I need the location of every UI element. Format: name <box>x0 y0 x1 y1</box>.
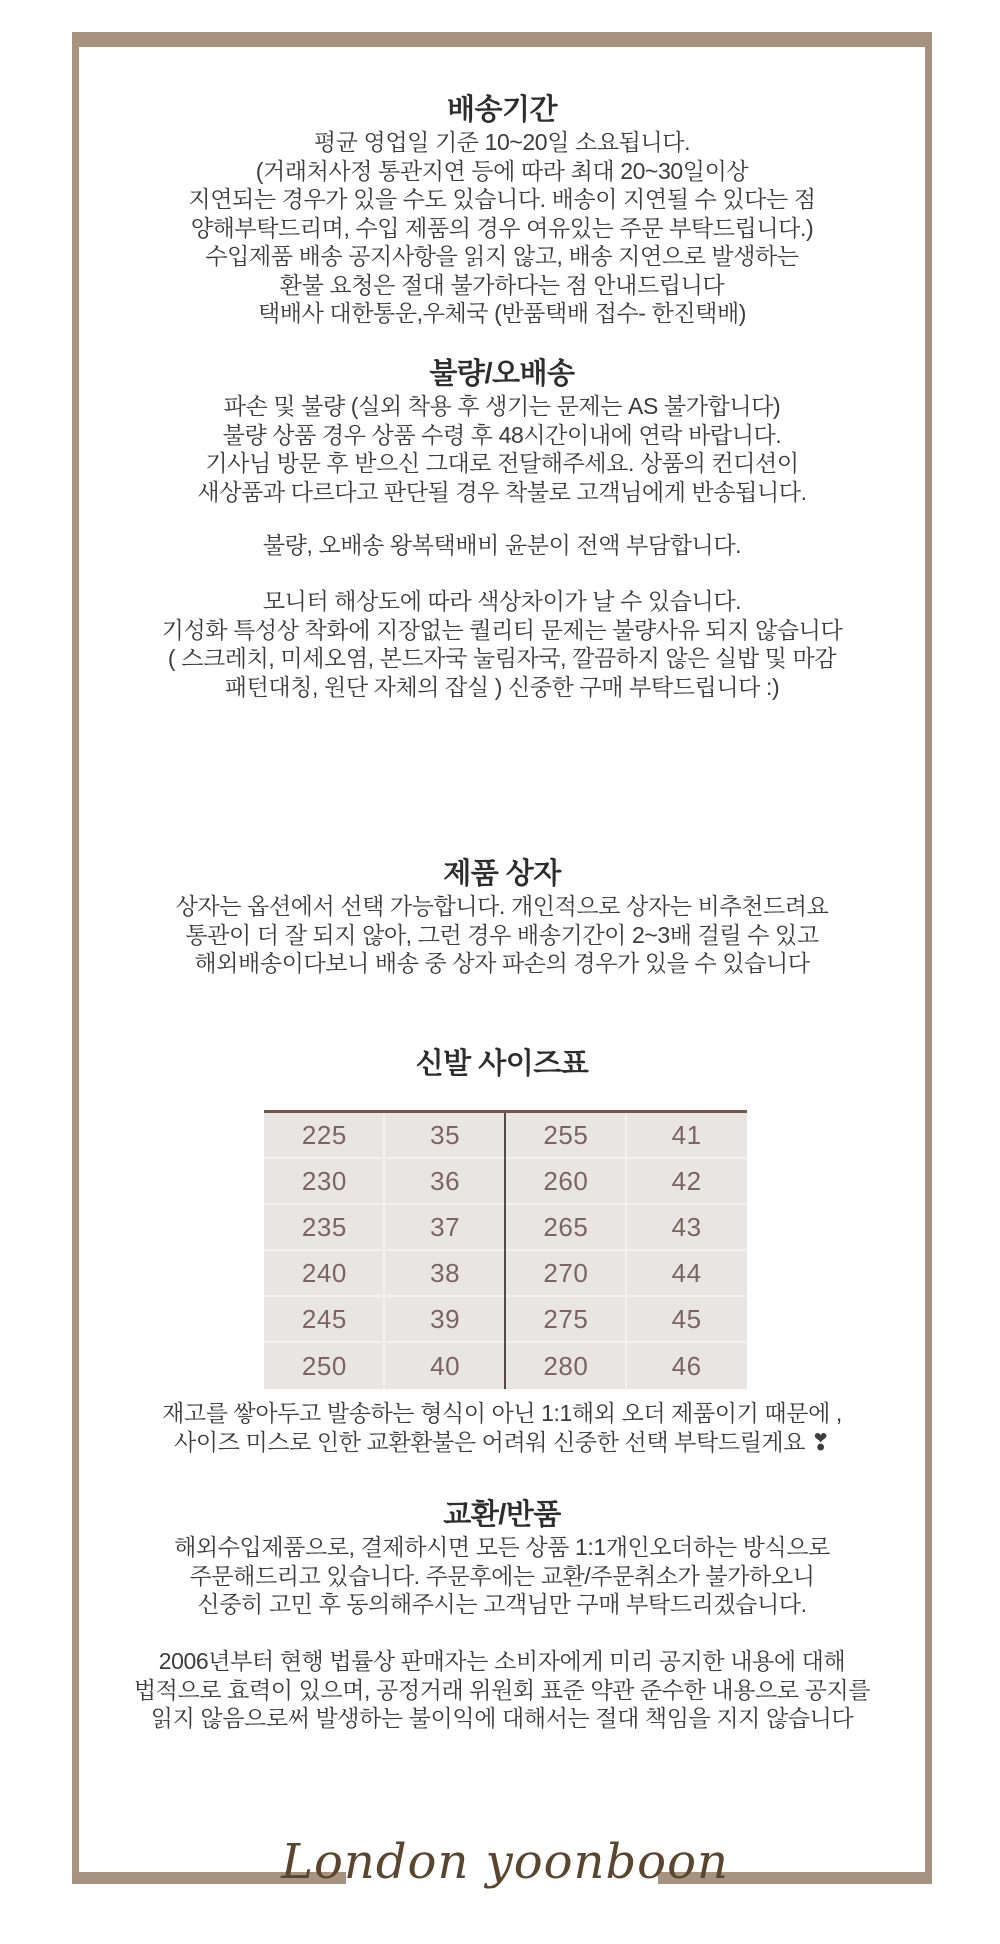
shipping-section-title: 배송기간 <box>446 94 558 126</box>
frame-right-bar <box>925 32 932 1884</box>
text-line: 법적으로 효력이 있으며, 공정거래 위원회 표준 약관 준수한 내용으로 공지를 <box>133 1676 871 1703</box>
brand-signature: London yoonboon <box>281 1834 729 1890</box>
table-cell: 265 <box>543 1211 589 1242</box>
table-cell: 225 <box>301 1119 347 1150</box>
table-cell: 35 <box>430 1119 461 1150</box>
text-line: 해외수입제품으로, 결제하시면 모든 상품 1:1개인오더하는 방식으로 <box>174 1534 830 1560</box>
table-cell: 250 <box>301 1350 347 1381</box>
text-line: 평균 영업일 기준 10~20일 소요됩니다. <box>313 129 691 155</box>
table-cell: 43 <box>671 1211 702 1242</box>
text-line: (거래처사정 통관지연 등에 따라 최대 20~30일이상 <box>255 157 749 184</box>
table-column-separator <box>383 1113 385 1389</box>
text-line: ( 스크레치, 미세오염, 본드자국 눌림자국, 깔끔하지 않은 실밥 및 마감 <box>167 645 837 671</box>
exchange-section-body <box>79 1533 925 1619</box>
text-line: 모니터 해상도에 따라 색상차이가 날 수 있습니다. <box>262 588 742 614</box>
table-cell: 37 <box>430 1211 461 1242</box>
shipping-section-body <box>79 128 925 328</box>
exchange-section-title: 교환/반품 <box>443 1499 561 1531</box>
text-line: 재고를 쌓아두고 발송하는 형식이 아닌 1:1해외 오더 제품이기 때문에 , <box>162 1400 842 1426</box>
text-line: 기성화 특성상 착화에 지장없는 퀄리티 문제는 불량사유 되지 않습니다 <box>161 616 843 643</box>
table-cell: 46 <box>671 1350 702 1381</box>
table-cell: 40 <box>430 1350 461 1381</box>
defect-paragraph-1 <box>79 392 925 506</box>
exchange-legal-paragraph <box>79 1647 925 1733</box>
text-line: 상자는 옵션에서 선택 가능합니다. 개인적으로 상자는 비추천드려요 <box>175 893 829 919</box>
box-section-title: 제품 상자 <box>443 858 561 890</box>
defect-paragraph-2 <box>79 531 925 560</box>
table-cell: 270 <box>543 1257 589 1288</box>
table-cell: 245 <box>301 1303 347 1334</box>
table-cell: 280 <box>543 1350 589 1381</box>
table-cell: 38 <box>430 1257 461 1288</box>
table-cell: 235 <box>301 1211 347 1242</box>
table-cell: 42 <box>671 1165 702 1196</box>
table-column-separator <box>625 1113 627 1389</box>
text-line: 읽지 않음으로써 발생하는 불이익에 대해서는 절대 책임을 지지 않습니다 <box>150 1705 854 1731</box>
defect-section-title: 불량/오배송 <box>429 358 575 390</box>
text-line: 파손 및 불량 (실외 착용 후 생기는 문제는 AS 불가합니다) <box>223 393 781 419</box>
table-cell: 230 <box>301 1165 347 1196</box>
text-line: 양해부탁드리며, 수입 제품의 경우 여유있는 주문 부탁드립니다.) <box>190 214 814 241</box>
table-cell: 260 <box>543 1165 589 1196</box>
text-line: 기사님 방문 후 받으신 그대로 전달해주세요. 상품의 컨디션이 <box>205 450 799 476</box>
table-cell: 41 <box>671 1119 702 1150</box>
text-line: 환불 요청은 절대 불가하다는 점 안내드립니다 <box>279 271 725 298</box>
text-line: 신중히 고민 후 동의해주시는 고객님만 구매 부탁드리겠습니다. <box>197 1591 807 1617</box>
text-line: 2006년부터 현행 법률상 판매자는 소비자에게 미리 공지한 내용에 대해 <box>158 1648 846 1674</box>
text-line: 주문해드리고 있습니다. 주문후에는 교환/주문취소가 불가하오니 <box>189 1562 815 1589</box>
text-line: 통관이 더 잘 되지 않아, 그런 경우 배송기간이 2~3배 걸릴 수 있고 <box>185 921 819 948</box>
table-cell: 36 <box>430 1165 461 1196</box>
text-line: 불량 상품 경우 상품 수령 후 48시간이내에 연락 바랍니다. <box>222 421 782 448</box>
text-line: 패턴대칭, 원단 자체의 잡실 ) 신중한 구매 부탁드립니다 :) <box>224 673 780 700</box>
table-cell: 240 <box>301 1257 347 1288</box>
table-cell: 45 <box>671 1303 702 1334</box>
frame-left-bar <box>72 32 79 1884</box>
table-cell: 275 <box>543 1303 589 1334</box>
text-line: 수입제품 배송 공지사항을 읽지 않고, 배송 지연으로 발생하는 <box>205 243 799 269</box>
frame-top-bar <box>72 32 932 47</box>
text-line: 지연되는 경우가 있을 수도 있습니다. 배송이 지연될 수 있다는 점 <box>188 186 816 212</box>
table-cell: 39 <box>430 1303 461 1334</box>
shoe-size-table <box>264 1110 747 1389</box>
text-line: 불량, 오배송 왕복택배비 윤분이 전액 부담합니다. <box>262 532 742 558</box>
size-chart-title: 신발 사이즈표 <box>415 1048 589 1080</box>
text-line: 해외배송이다보니 배송 중 상자 파손의 경우가 있을 수 있습니다 <box>194 950 810 976</box>
text-line: 택배사 대한통운,우체국 (반품택배 접수- 한진택배) <box>257 300 747 326</box>
defect-paragraph-3 <box>79 587 925 701</box>
box-section-body <box>79 892 925 978</box>
size-chart-notes <box>79 1399 925 1456</box>
text-line: 사이즈 미스로 인한 교환환불은 어려워 신중한 선택 부탁드릴게요 ❣ <box>174 1428 830 1455</box>
text-line: 새상품과 다르다고 판단될 경우 착불로 고객님에게 반송됩니다. <box>197 478 807 505</box>
table-cell: 44 <box>671 1257 702 1288</box>
table-cell: 255 <box>543 1119 589 1150</box>
table-center-divider <box>504 1113 506 1389</box>
